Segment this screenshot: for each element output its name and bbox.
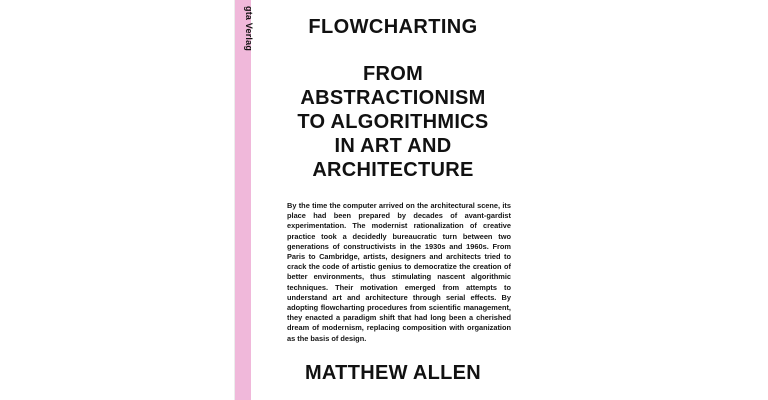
- subtitle-line: FROM: [362, 63, 424, 85]
- author-name: MATTHEW ALLEN: [304, 362, 482, 384]
- book-cover: [234, 0, 531, 400]
- book-title: FLOWCHARTING: [308, 16, 478, 38]
- publisher-name: gta Verlag: [244, 6, 254, 52]
- subtitle-line: TO ALGORITHMICS: [297, 111, 489, 133]
- book-blurb: By the time the computer arrived on the architectural scene, its place had been prepared by decades of avant-gardist experimentation. The modernist rationalization of creative practice took a decidedly bureaucratic turn between two generations of constructivists in the 1930s and 1960s. From Paris to Cambridge, artists, designers and architects tried to crack the code of artistic genius to democratize the creation of better environments, thus stimulating nascent algorithmic techniques. Their motivation emerged from attempts to understand art and architecture through serial effects. By adopting flowcharting procedures from scientific management, they enacted a paradigm shift that had long been a cherished dream of modernism, replacing composition with organization as the basis of design.: [287, 201, 511, 343]
- book-subtitle: [259, 62, 527, 182]
- subtitle-line: ABSTRACTIONISM: [300, 87, 486, 109]
- subtitle-line: IN ART AND: [334, 135, 452, 157]
- subtitle-line: ARCHITECTURE: [312, 159, 474, 181]
